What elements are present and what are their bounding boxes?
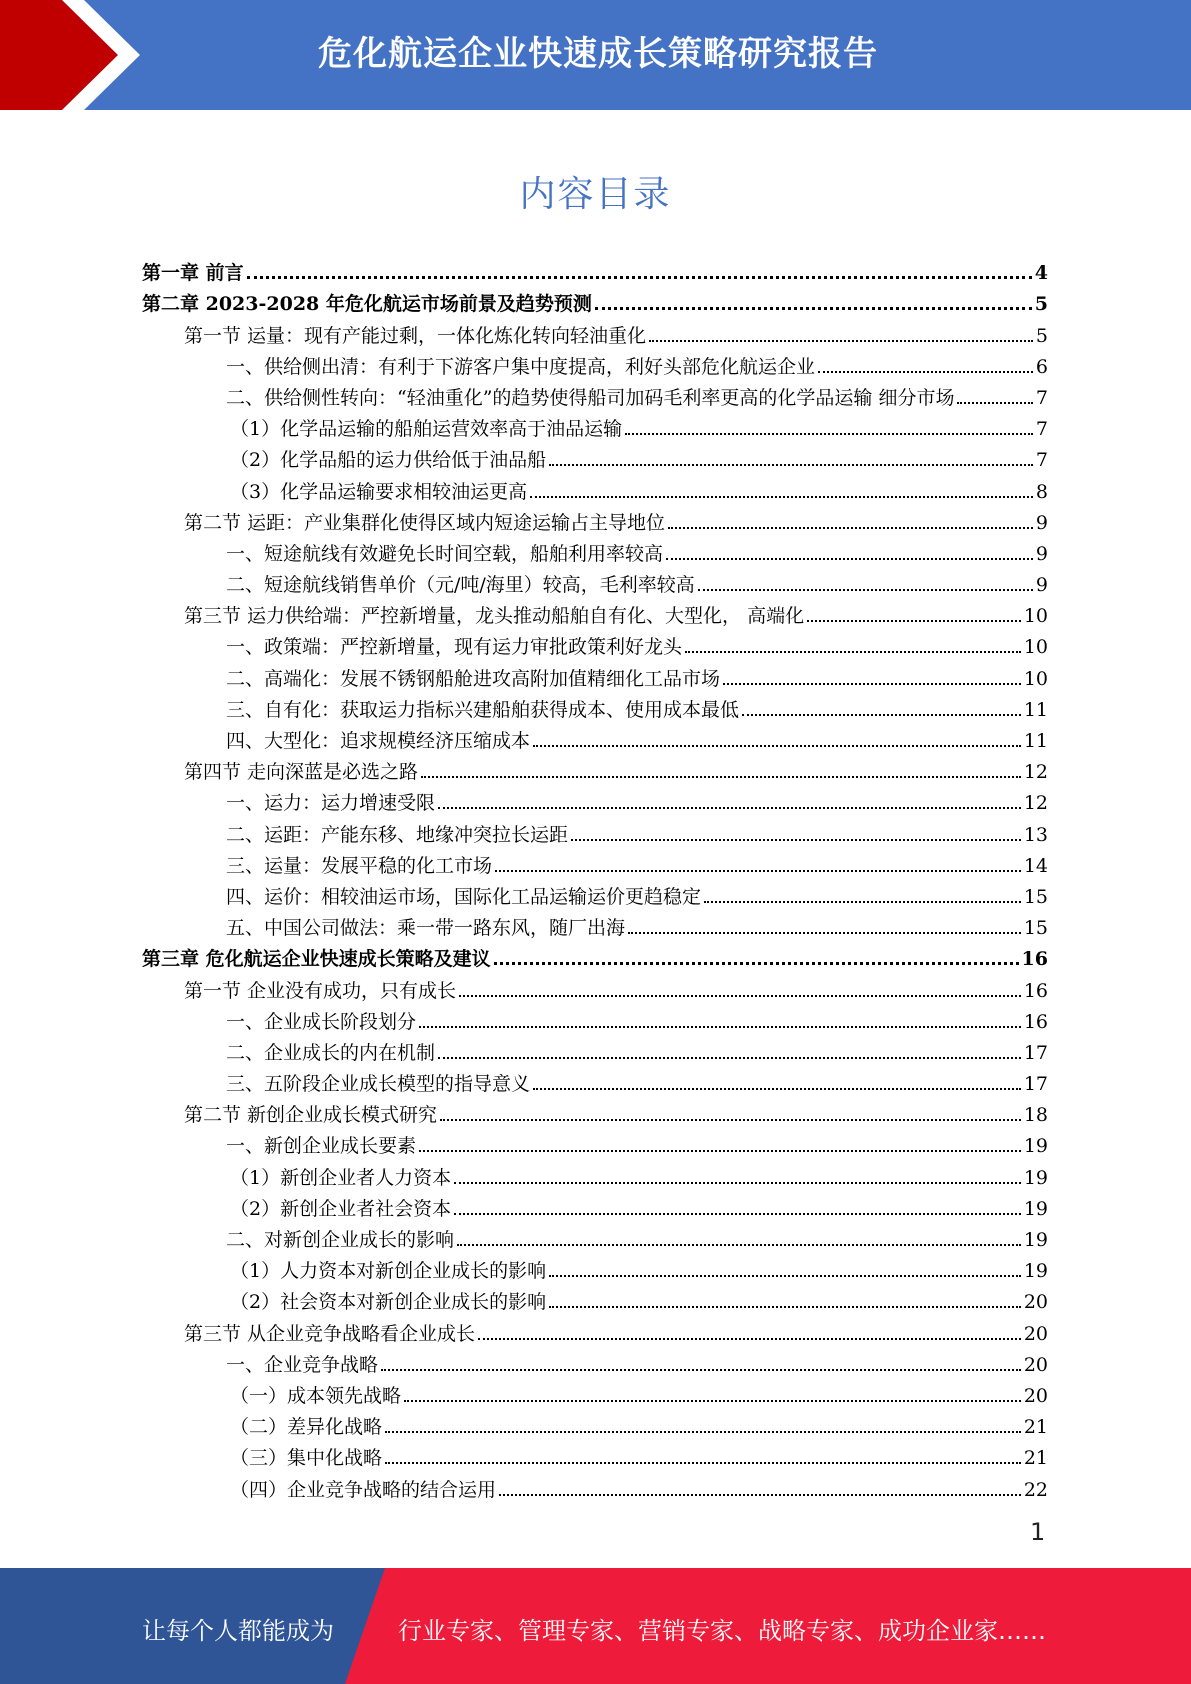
toc-entry-label: 一、供给侧出清：有利于下游客户集中度提高，利好头部危化航运企业 — [226, 355, 816, 378]
toc-entry-label: 第三节 从企业竞争战略看企业成长 — [184, 1322, 476, 1345]
toc-entry-page: 20 — [1023, 1384, 1048, 1407]
toc-dot-leader — [385, 1462, 1021, 1464]
toc-dot-leader — [595, 307, 1032, 310]
toc-entry[interactable] — [142, 597, 1048, 628]
toc-entry[interactable] — [142, 1408, 1048, 1439]
toc-dot-leader — [419, 1026, 1021, 1028]
toc-entry-label: （1）化学品运输的船舶运营效率高于油品运输 — [230, 418, 623, 441]
toc-dot-leader — [499, 1494, 1021, 1496]
toc-entry[interactable] — [142, 628, 1048, 659]
toc-dot-leader — [549, 1275, 1021, 1277]
toc-entry[interactable] — [142, 1158, 1048, 1189]
toc-entry[interactable] — [142, 1283, 1048, 1314]
toc-entry-label: 第二章 2023-2028 年危化航运市场前景及趋势预测 — [142, 293, 592, 316]
toc-dot-leader — [438, 807, 1021, 809]
toc-entry-page: 18 — [1023, 1104, 1048, 1127]
toc-entry-page: 19 — [1023, 1260, 1048, 1283]
toc-entry[interactable] — [142, 1314, 1048, 1345]
toc-entry[interactable] — [142, 659, 1048, 690]
toc-entry[interactable] — [142, 909, 1048, 940]
toc-entry-label: 二、高端化：发展不锈钢船舱进攻高附加值精细化工品市场 — [226, 667, 721, 690]
toc-entry-label: 二、短途航线销售单价（元/吨/海里）较高，毛利率较高 — [226, 574, 695, 597]
toc-entry-page: 16 — [1023, 1010, 1048, 1033]
toc-dot-leader — [404, 1400, 1021, 1402]
toc-dot-leader — [818, 371, 1033, 373]
toc-entry[interactable] — [142, 722, 1048, 753]
toc-entry-label: 一、运力：运力增速受限 — [226, 792, 436, 815]
toc-entry[interactable] — [142, 348, 1048, 379]
toc-entry[interactable] — [142, 1346, 1048, 1377]
page-number: 1 — [1030, 1518, 1046, 1546]
toc-entry-label: 第二节 运距：产业集群化使得区域内短途运输占主导地位 — [184, 511, 666, 534]
toc-entry-label: 二、供给侧性转向：“轻油重化”的趋势使得船司加码毛利率更高的化学品运输 细分市场 — [226, 386, 955, 409]
toc-entry-page: 10 — [1023, 667, 1048, 690]
report-title: 危化航运企业快速成长策略研究报告 — [318, 34, 878, 74]
toc-entry-label: 第一节 运量：现有产能过剩，一体化炼化转向轻油重化 — [184, 324, 647, 347]
footer-slogan-left: 让每个人都能成为 — [142, 1617, 334, 1645]
toc-entry-page: 6 — [1035, 355, 1048, 378]
toc-dot-leader — [685, 651, 1021, 653]
toc-entry-page: 7 — [1035, 449, 1048, 472]
toc-entry[interactable] — [142, 784, 1048, 815]
toc-entry-label: 一、短途航线有效避免长时间空载，船舶利用率较高 — [226, 542, 664, 565]
footer-slogan-right: 行业专家、管理专家、营销专家、战略专家、成功企业家…… — [398, 1617, 1046, 1645]
toc-entry-page: 13 — [1023, 823, 1048, 846]
toc-entry[interactable] — [142, 1252, 1048, 1283]
toc-entry-page: 19 — [1023, 1229, 1048, 1251]
toc-entry-page: 11 — [1023, 730, 1048, 752]
toc-entry-label: （1）人力资本对新创企业成长的影响 — [230, 1260, 547, 1283]
toc-entry-page: 5 — [1034, 293, 1048, 316]
toc-entry-page: 19 — [1023, 1197, 1048, 1220]
toc-entry-label: 第一节 企业没有成功，只有成长 — [184, 979, 457, 1002]
toc-entry[interactable] — [142, 1003, 1048, 1034]
toc-dot-leader — [628, 932, 1021, 934]
toc-entry-page: 9 — [1035, 542, 1048, 565]
toc-dot-leader — [381, 1369, 1021, 1371]
toc-entry-label: 一、企业竞争战略 — [226, 1353, 379, 1376]
toc-dot-leader — [704, 901, 1021, 903]
toc-dot-leader — [625, 433, 1033, 435]
toc-entry-label: （二）差异化战略 — [230, 1416, 383, 1439]
toc-entry-label: （三）集中化战略 — [230, 1447, 383, 1470]
toc-entry-page: 21 — [1023, 1447, 1048, 1470]
toc-entry-label: 第一章 前言 — [142, 262, 244, 285]
toc-dot-leader — [385, 1431, 1021, 1433]
toc-entry-page: 10 — [1023, 636, 1048, 659]
toc-entry-page: 12 — [1023, 761, 1048, 784]
toc-entry-label: 三、自有化：获取运力指标兴建船舶获得成本、使用成本最低 — [226, 698, 740, 721]
toc-entry-page: 19 — [1023, 1166, 1048, 1189]
toc-entry[interactable] — [142, 285, 1048, 316]
toc-entry[interactable] — [142, 441, 1048, 472]
toc-dot-leader — [957, 402, 1032, 404]
toc-entry[interactable] — [142, 815, 1048, 846]
toc-dot-leader — [533, 745, 1021, 747]
toc-dot-leader — [419, 1150, 1021, 1152]
toc-entry-page: 7 — [1035, 386, 1048, 409]
toc-entry-page: 9 — [1035, 574, 1048, 597]
toc-entry-label: 第三章 危化航运企业快速成长策略及建议 — [142, 948, 491, 971]
toc-entry-label: 四、运价：相较油运市场，国际化工品运输运价更趋稳定 — [226, 885, 702, 908]
toc-dot-leader — [247, 276, 1032, 279]
toc-entry-label: （1）新创企业者人力资本 — [230, 1166, 452, 1189]
toc-dot-leader — [457, 1244, 1021, 1246]
toc-entry[interactable] — [142, 1034, 1048, 1065]
toc-dot-leader — [495, 870, 1021, 872]
toc-entry-label: 三、五阶段企业成长模型的指导意义 — [226, 1073, 531, 1096]
toc-entry[interactable] — [142, 410, 1048, 441]
toc-entry-label: （3）化学品运输要求相较油运更高 — [230, 480, 528, 503]
toc-entry[interactable] — [142, 1190, 1048, 1221]
toc-entry-page: 15 — [1023, 885, 1048, 908]
toc-dot-leader — [723, 683, 1021, 685]
toc-entry-page: 8 — [1035, 480, 1048, 503]
toc-entry-label: （四）企业竞争战略的结合运用 — [230, 1478, 497, 1501]
toc-entry[interactable] — [142, 847, 1048, 878]
toc-entry-page: 11 — [1023, 698, 1048, 721]
toc-entry-page: 10 — [1023, 605, 1048, 628]
toc-entry-page: 17 — [1023, 1041, 1048, 1064]
header-chevron-decoration — [0, 0, 160, 110]
toc-entry-page: 14 — [1023, 854, 1048, 877]
toc-entry[interactable] — [142, 504, 1048, 535]
toc-dot-leader — [742, 714, 1021, 716]
toc-entry[interactable] — [142, 379, 1048, 410]
toc-entry-page: 4 — [1034, 262, 1048, 285]
toc-entry-label: 一、新创企业成长要素 — [226, 1135, 417, 1158]
toc-entry-label: 二、运距：产能东移、地缘冲突拉长运距 — [226, 823, 569, 846]
toc-entry[interactable] — [142, 535, 1048, 566]
toc-dot-leader — [440, 1119, 1021, 1121]
toc-dot-leader — [666, 558, 1033, 560]
toc-entry-label: 一、政策端：严控新增量，现有运力审批政策利好龙头 — [226, 636, 683, 659]
toc-entry-page: 16 — [1021, 948, 1048, 971]
toc-entry[interactable] — [142, 1065, 1048, 1096]
toc-dot-leader — [494, 962, 1019, 965]
toc-dot-leader — [549, 464, 1033, 466]
toc-entry[interactable] — [142, 1377, 1048, 1408]
toc-entry[interactable] — [142, 1096, 1048, 1127]
toc-dot-leader — [549, 1306, 1021, 1308]
toc-entry-page: 12 — [1023, 792, 1048, 815]
toc-entry[interactable] — [142, 1439, 1048, 1470]
toc-entry[interactable] — [142, 254, 1048, 285]
toc-entry-label: （2）化学品船的运力供给低于油品船 — [230, 449, 547, 472]
toc-entry-label: 五、中国公司做法：乘一带一路东风，随厂出海 — [226, 917, 626, 940]
toc-entry-label: 三、运量：发展平稳的化工市场 — [226, 854, 493, 877]
toc-entry-page: 16 — [1023, 979, 1048, 1002]
toc-entry[interactable] — [142, 691, 1048, 722]
toc-dot-leader — [454, 1213, 1021, 1215]
toc-entry-label: （2）新创企业者社会资本 — [230, 1197, 452, 1220]
toc-dot-leader — [698, 589, 1033, 591]
toc-entry-label: 二、对新创企业成长的影响 — [226, 1229, 455, 1251]
table-of-contents — [142, 254, 1048, 1502]
toc-entry-label: 第三节 运力供给端：严控新增量，龙头推动船舶自有化、大型化， 高端化 — [184, 605, 805, 628]
toc-dot-leader — [571, 839, 1021, 841]
toc-entry[interactable] — [142, 971, 1048, 1002]
toc-dot-leader — [421, 776, 1021, 778]
toc-entry-label: 二、企业成长的内在机制 — [226, 1041, 436, 1064]
toc-entry-page: 22 — [1023, 1478, 1048, 1501]
toc-entry[interactable] — [142, 1221, 1048, 1252]
toc-dot-leader — [533, 1088, 1021, 1090]
toc-entry[interactable] — [142, 1127, 1048, 1158]
toc-entry-label: 一、企业成长阶段划分 — [226, 1010, 417, 1033]
toc-entry[interactable] — [142, 753, 1048, 784]
toc-entry-page: 5 — [1035, 324, 1048, 347]
toc-entry-page: 15 — [1023, 917, 1048, 940]
toc-entry-page: 20 — [1023, 1291, 1048, 1314]
toc-dot-leader — [807, 620, 1021, 622]
toc-dot-leader — [438, 1057, 1021, 1059]
toc-entry-page: 7 — [1035, 418, 1048, 441]
toc-entry-label: 第四节 走向深蓝是必选之路 — [184, 761, 419, 784]
toc-entry-label: 第二节 新创企业成长模式研究 — [184, 1104, 438, 1127]
toc-entry[interactable] — [142, 1470, 1048, 1501]
toc-dot-leader — [649, 340, 1033, 342]
toc-entry-page: 20 — [1023, 1322, 1048, 1345]
toc-entry-label: （一）成本领先战略 — [230, 1384, 402, 1407]
toc-entry-label: 四、大型化：追求规模经济压缩成本 — [226, 730, 531, 752]
toc-entry-page: 17 — [1023, 1073, 1048, 1096]
toc-entry[interactable] — [142, 566, 1048, 597]
toc-entry[interactable] — [142, 878, 1048, 909]
footer-banner — [0, 1568, 1191, 1684]
toc-dot-leader — [478, 1338, 1021, 1340]
toc-entry[interactable] — [142, 316, 1048, 347]
toc-dot-leader — [668, 527, 1033, 529]
toc-entry-page: 19 — [1023, 1135, 1048, 1158]
toc-dot-leader — [530, 496, 1033, 498]
toc-entry-page: 21 — [1023, 1416, 1048, 1439]
header-banner — [0, 0, 1191, 110]
toc-entry[interactable] — [142, 472, 1048, 503]
toc-entry-label: （2）社会资本对新创企业成长的影响 — [230, 1291, 547, 1314]
toc-entry[interactable] — [142, 940, 1048, 971]
toc-dot-leader — [459, 995, 1021, 997]
toc-heading: 内容目录 — [519, 174, 672, 215]
toc-entry-page: 20 — [1023, 1353, 1048, 1376]
toc-dot-leader — [454, 1182, 1021, 1184]
toc-entry-page: 9 — [1035, 511, 1048, 534]
